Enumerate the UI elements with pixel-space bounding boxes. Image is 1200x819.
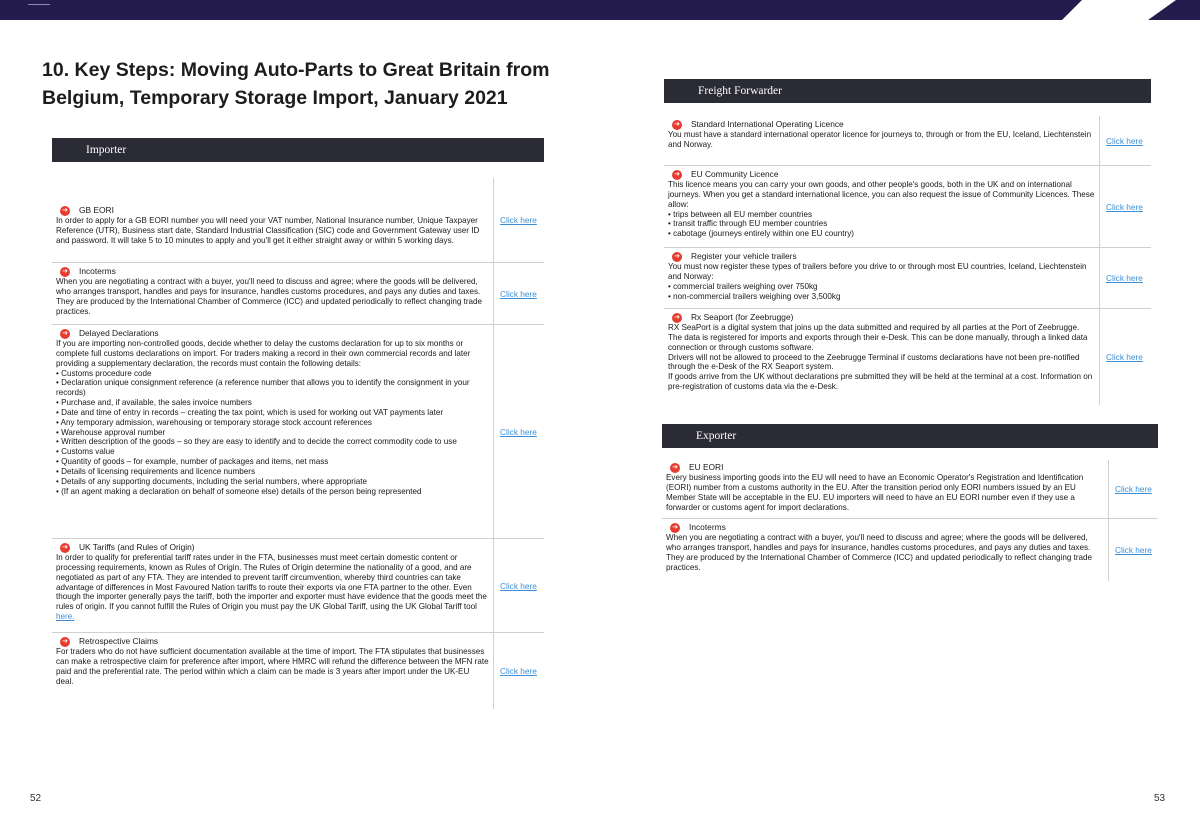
top-banner — [0, 0, 1200, 20]
row-text: This licence means you can carry your own goods, and other people's goods, both in the UK and on international journeys. When you get a standard international licence, you can also request the issue of Community Licences. These allow: — [668, 180, 1095, 209]
freight-forwarder-header: Freight Forwarder — [664, 79, 1151, 103]
list-item: • Customs value — [56, 447, 489, 457]
click-here-link[interactable]: Click here — [1106, 352, 1143, 362]
row-title: Delayed Declarations — [79, 327, 159, 338]
click-here-link[interactable]: Click here — [1106, 201, 1143, 212]
row-title: Incoterms — [689, 521, 726, 532]
row-text: RX SeaPort is a digital system that joins up the data submitted and required by all parties at the Port of Zeebrugge. The data is registered for imports and exports through their e-Desk. This can be done manually, through a linked data connection or through customs software. — [668, 323, 1088, 352]
table-row — [664, 309, 1151, 405]
exporter-header: Exporter — [662, 424, 1158, 448]
row-text: In order to qualify for preferential tariff rates under in the FTA, businesses must meet certain domestic content or processing requirements, known as Rules of Origin. The Rules of Origin determine the nationality of a good, and are negotiated as part of any FTA. They are intended to prevent tariff circumvention, whereby third countries can take advantage of differences in Most Favoured Nation tariffs to route their exports via one FTA partner to the other. Even though the importer generally pays the tariff, both the importer and exporter must have evidence that the goods meet the rules of origin. If you cannot fulfill the Rules of Origin you must pay the UK Global Tariff, using the UK Global Tariff tool — [56, 553, 487, 612]
table-row — [664, 166, 1151, 248]
arrow-right-icon: ➔ — [60, 329, 70, 339]
table-row — [664, 248, 1151, 309]
arrow-right-icon: ➔ — [60, 543, 70, 553]
arrow-right-icon: ➔ — [670, 463, 680, 473]
row-text: When you are negotiating a contract with a buyer, you'll need to discuss and agree; where the goods will be delivered, who arranges transport, handles and pays for insurance, handles customs procedures, and pays any duties and taxes. They are produced by the International Chamber of Commerce (ICC) and updated periodically to reflect changing trade practices. — [666, 533, 1093, 572]
click-here-link[interactable]: Click here — [1115, 545, 1152, 555]
row-text: If goods arrive from the UK without declarations pre submitted they will be held at the terminal at a cost. Information on pre-registration of customs data via the e-Desk. — [668, 372, 1093, 392]
click-here-link[interactable]: Click here — [500, 215, 537, 225]
arrow-right-icon: ➔ — [60, 267, 70, 277]
row-text: In order to apply for a GB EORI number you will need your VAT number, National Insurance number, Unique Taxpayer Reference (UTR), Business start date, Standard Industrial Classification (SIC) code and Government Gateway user ID and password. It will take 5 to 10 minutes to apply and you'll get it either straight away or within 5 working days. — [56, 216, 480, 245]
row-title: Incoterms — [79, 265, 116, 276]
click-here-link[interactable]: Click here — [500, 666, 537, 676]
arrow-right-icon: ➔ — [60, 637, 70, 647]
list-item: • Details of any supporting documents, including the serial numbers, where appropriate — [56, 477, 489, 487]
table-row — [664, 116, 1151, 166]
page-number-right: 53 — [1154, 793, 1166, 804]
list-item: • Any temporary admission, warehousing or temporary storage stock account references — [56, 418, 489, 428]
arrow-right-icon: ➔ — [670, 523, 680, 533]
table-row — [52, 178, 544, 263]
table-row — [52, 633, 544, 709]
click-here-link[interactable]: Click here — [1115, 484, 1152, 494]
page-number-left: 52 — [30, 793, 42, 804]
table-row — [52, 263, 544, 325]
row-title: Register your vehicle trailers — [691, 250, 797, 261]
list-item: • Customs procedure code — [56, 369, 489, 379]
row-title: EU EORI — [689, 461, 724, 472]
list-item: • cabotage (journeys entirely within one EU country) — [668, 229, 1095, 239]
bullet-list — [56, 369, 489, 497]
list-item: • Declaration unique consignment reference (a reference number that allows you to identify the consignment in your records) — [56, 378, 489, 398]
table-row — [662, 460, 1158, 519]
list-item: • Date and time of entry in records – creating the tax point, which is used for working out VAT payments later — [56, 408, 489, 418]
arrow-right-icon: ➔ — [672, 313, 682, 323]
row-text: You must have a standard international operator licence for journeys to, through or from the EU, Iceland, Liechtenstein and Norway. — [668, 130, 1092, 149]
row-title: Rx Seaport (for Zeebrugge) — [691, 311, 794, 322]
list-item: • (If an agent making a declaration on behalf of someone else) details of the person being represented — [56, 487, 489, 497]
click-here-link[interactable]: Click here — [500, 580, 537, 591]
row-text: When you are negotiating a contract with a buyer, you'll need to discuss and agree; where the goods will be delivered, who arranges transport, handles and pays for insurance, handles customs procedures, and pays any duties and taxes. They are produced by the International Chamber of Commerce (ICC) and updated periodically to reflect changing trade practices. — [56, 277, 483, 316]
row-title: UK Tariffs (and Rules of Origin) — [79, 541, 195, 552]
arrow-right-icon: ➔ — [672, 170, 682, 180]
row-text: Drivers will not be allowed to proceed to the Zeebrugge Terminal if customs declarations have not been pre-notified through the e-Desk of the RX Seaport system. — [668, 352, 1080, 372]
arrow-right-icon: ➔ — [60, 206, 70, 216]
row-title: GB EORI — [79, 204, 114, 215]
tariff-tool-link[interactable]: here. — [56, 612, 75, 622]
list-item: • non-commercial trailers weighing over 3,500kg — [668, 292, 1095, 302]
importer-header: Importer — [52, 138, 544, 162]
importer-section — [52, 138, 544, 709]
click-here-link[interactable]: Click here — [1106, 135, 1143, 146]
freight-forwarder-section — [664, 79, 1151, 405]
bullet-list — [668, 282, 1095, 302]
list-item: • Warehouse approval number — [56, 428, 489, 438]
table-row — [52, 325, 544, 539]
click-here-link[interactable]: Click here — [1106, 273, 1143, 283]
row-text: If you are importing non-controlled goods, decide whether to delay the customs declaration for up to six months or complete full customs declarations on import. For traders making a record in their own commercial records and later providing a supplementary declaration, the records must contain the following details: — [56, 339, 471, 368]
list-item: • commercial trailers weighing over 750kg — [668, 282, 1095, 292]
row-text: Every business importing goods into the EU will need to have an Economic Operator's Registration and Identification (EORI) number from a customs authority in the EU. After the transition period only EORI numbers issued by an EU Member State will be acceptable in the EU. EU importers will need to have an EU EORI number even if they use a forwarder or customs agent for import declarations. — [666, 473, 1084, 512]
bullet-list — [668, 210, 1095, 240]
exporter-section — [662, 424, 1158, 581]
menu-line-icon — [28, 4, 50, 5]
row-title: Retrospective Claims — [79, 635, 159, 646]
list-item: • Details of licensing requirements and licence numbers — [56, 467, 489, 477]
list-item: • trips between all EU member countries — [668, 210, 1095, 220]
table-row — [52, 539, 544, 633]
page-title: 10. Key Steps: Moving Auto-Parts to Great Britain from Belgium, Temporary Storage Import, January 2021 — [42, 59, 550, 109]
list-item: • transit traffic through EU member countries — [668, 219, 1095, 229]
row-title: EU Community Licence — [691, 168, 779, 179]
row-text: For traders who do not have sufficient documentation available at the time of import. The FTA stipulates that businesses can make a retrospective claim for preference after import, where HMRC will refund the difference between the MFN rate paid and the preferential rate. The period within which a claim can be made is 3 years after import under the UK-EU deal. — [56, 647, 489, 686]
arrow-right-icon: ➔ — [672, 120, 682, 130]
row-title: Standard International Operating Licence — [691, 118, 844, 129]
arrow-right-icon: ➔ — [672, 252, 682, 262]
table-row — [662, 519, 1158, 581]
list-item: • Purchase and, if available, the sales invoice numbers — [56, 398, 489, 408]
row-text: You must now register these types of trailers before you drive to or through most EU countries, Iceland, Liechtenstein and Norway: — [668, 262, 1087, 281]
click-here-link[interactable]: Click here — [500, 288, 537, 299]
list-item: • Written description of the goods – so they are easy to identify and to decide the correct commodity code to use — [56, 437, 489, 447]
list-item: • Quantity of goods – for example, number of packages and items, net mass — [56, 457, 489, 467]
click-here-link[interactable]: Click here — [500, 426, 537, 437]
